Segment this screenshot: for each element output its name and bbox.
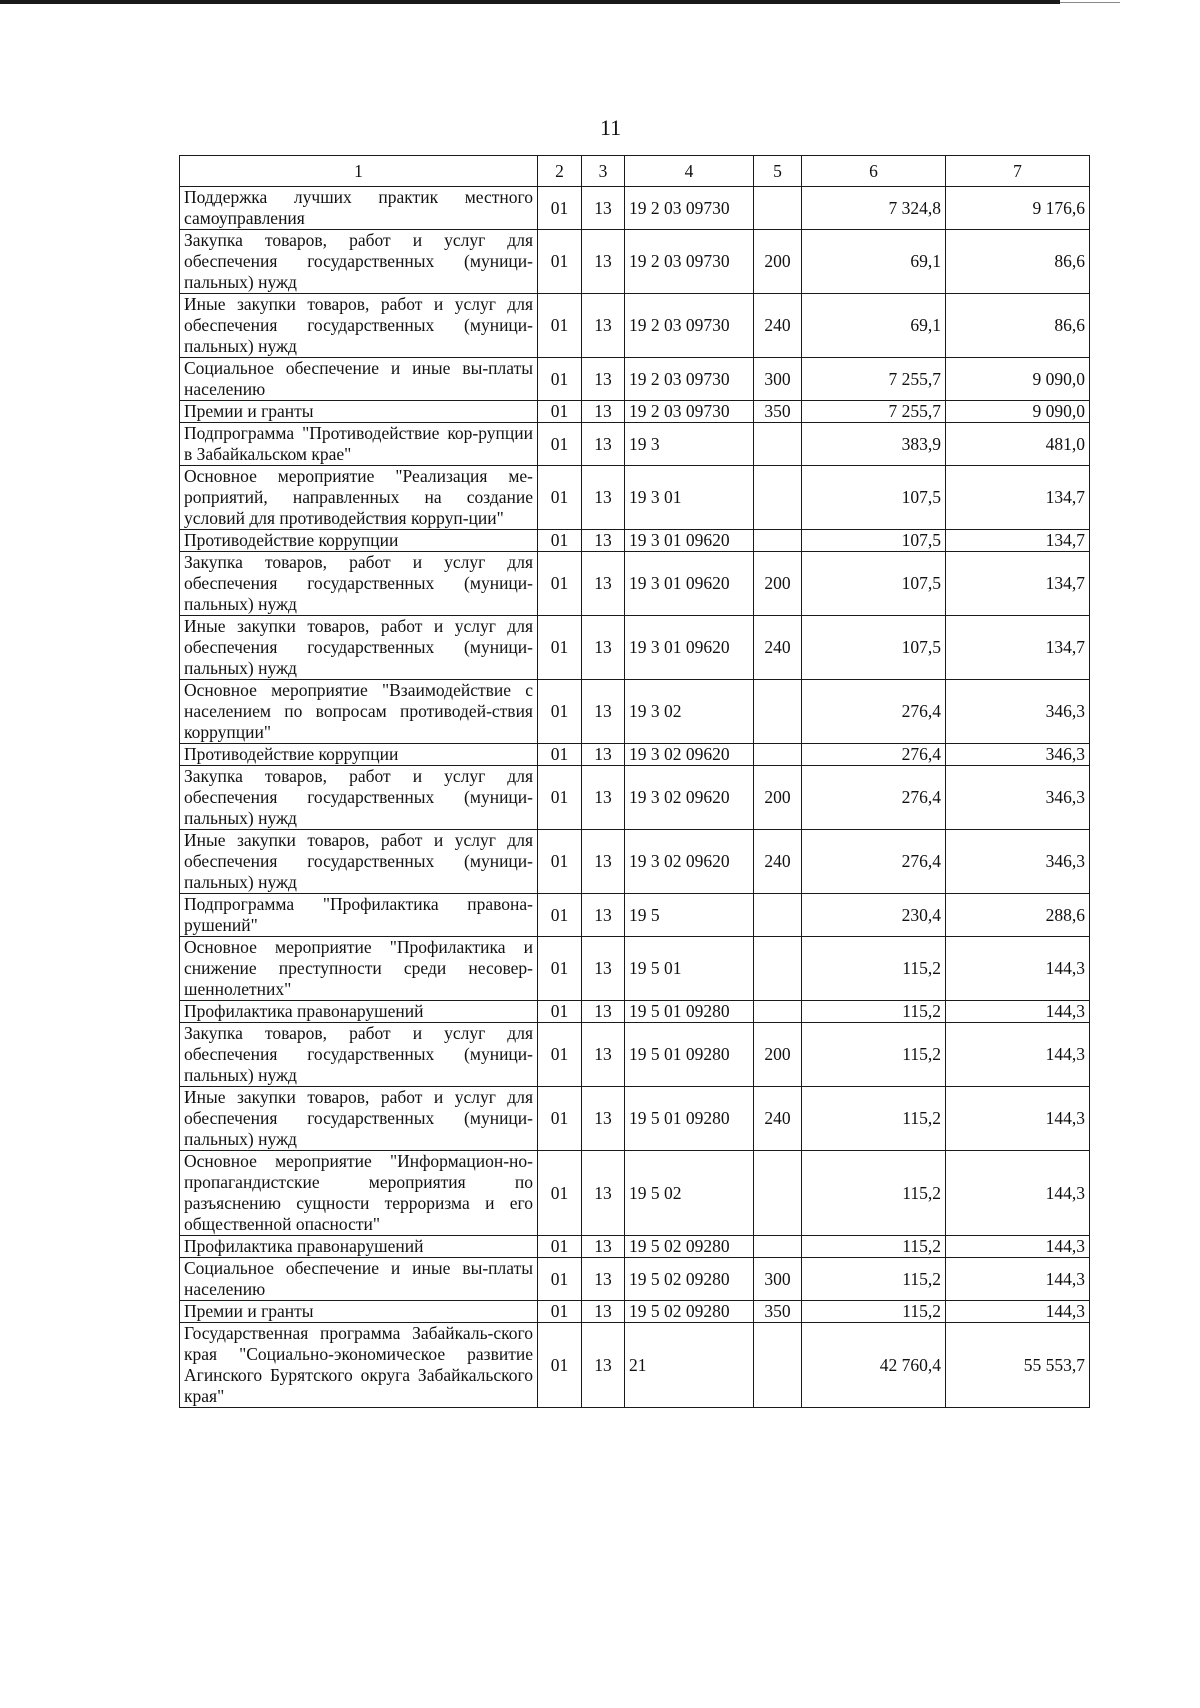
table-row xyxy=(180,552,1090,616)
table-row xyxy=(180,1001,1090,1023)
cell-name: Закупка товаров, работ и услуг для обеспечения государственных (муници-пальных) нужд xyxy=(180,1023,538,1087)
cell-subsection: 13 xyxy=(582,1323,625,1408)
cell-subsection: 13 xyxy=(582,1151,625,1236)
cell-amount-col7: 144,3 xyxy=(946,937,1090,1001)
col-header-2: 2 xyxy=(538,156,582,187)
cell-name: Поддержка лучших практик местного самоуправления xyxy=(180,187,538,230)
col-header-5: 5 xyxy=(754,156,802,187)
cell-name: Закупка товаров, работ и услуг для обеспечения государственных (муници-пальных) нужд xyxy=(180,766,538,830)
cell-amount-col6: 69,1 xyxy=(802,230,946,294)
cell-name: Подпрограмма "Профилактика правона-рушений" xyxy=(180,894,538,937)
cell-expense-type: 200 xyxy=(754,230,802,294)
cell-amount-col6: 115,2 xyxy=(802,1087,946,1151)
cell-subsection: 13 xyxy=(582,466,625,530)
cell-amount-col7: 346,3 xyxy=(946,744,1090,766)
cell-expense-type: 240 xyxy=(754,616,802,680)
cell-expense-type: 240 xyxy=(754,830,802,894)
cell-target-article: 19 3 01 09620 xyxy=(625,552,754,616)
table-header-row xyxy=(180,156,1090,187)
cell-expense-type xyxy=(754,937,802,1001)
cell-amount-col6: 276,4 xyxy=(802,830,946,894)
cell-target-article: 19 5 02 xyxy=(625,1151,754,1236)
cell-section: 01 xyxy=(538,230,582,294)
cell-expense-type xyxy=(754,744,802,766)
col-header-4: 4 xyxy=(625,156,754,187)
table-row xyxy=(180,616,1090,680)
cell-expense-type: 350 xyxy=(754,1301,802,1323)
cell-section: 01 xyxy=(538,401,582,423)
cell-subsection: 13 xyxy=(582,230,625,294)
cell-amount-col6: 69,1 xyxy=(802,294,946,358)
cell-section: 01 xyxy=(538,744,582,766)
cell-name: Премии и гранты xyxy=(180,1301,538,1323)
cell-subsection: 13 xyxy=(582,830,625,894)
cell-expense-type: 350 xyxy=(754,401,802,423)
table-row xyxy=(180,744,1090,766)
cell-name: Противодействие коррупции xyxy=(180,744,538,766)
cell-amount-col7: 86,6 xyxy=(946,230,1090,294)
scan-top-border xyxy=(0,0,1060,4)
cell-name: Закупка товаров, работ и услуг для обеспечения государственных (муници-пальных) нужд xyxy=(180,552,538,616)
cell-target-article: 21 xyxy=(625,1323,754,1408)
cell-target-article: 19 3 01 xyxy=(625,466,754,530)
page-number: 11 xyxy=(600,115,622,140)
cell-subsection: 13 xyxy=(582,1087,625,1151)
cell-amount-col7: 9 090,0 xyxy=(946,358,1090,401)
cell-amount-col7: 55 553,7 xyxy=(946,1323,1090,1408)
cell-section: 01 xyxy=(538,1301,582,1323)
cell-amount-col6: 7 255,7 xyxy=(802,401,946,423)
cell-section: 01 xyxy=(538,1087,582,1151)
cell-expense-type xyxy=(754,1001,802,1023)
cell-section: 01 xyxy=(538,937,582,1001)
cell-amount-col7: 144,3 xyxy=(946,1236,1090,1258)
cell-name: Социальное обеспечение и иные вы-платы населению xyxy=(180,1258,538,1301)
cell-expense-type: 200 xyxy=(754,766,802,830)
cell-amount-col7: 481,0 xyxy=(946,423,1090,466)
cell-name: Основное мероприятие "Информацион-но-пропагандистские мероприятия по разъяснению сущности терроризма и его общественной опасности" xyxy=(180,1151,538,1236)
cell-subsection: 13 xyxy=(582,401,625,423)
cell-target-article: 19 5 02 09280 xyxy=(625,1236,754,1258)
cell-amount-col7: 86,6 xyxy=(946,294,1090,358)
cell-expense-type xyxy=(754,530,802,552)
table-row xyxy=(180,401,1090,423)
cell-expense-type xyxy=(754,1236,802,1258)
cell-expense-type xyxy=(754,1151,802,1236)
cell-target-article: 19 3 01 09620 xyxy=(625,530,754,552)
cell-amount-col7: 144,3 xyxy=(946,1023,1090,1087)
table-row xyxy=(180,423,1090,466)
cell-amount-col6: 115,2 xyxy=(802,1301,946,1323)
cell-expense-type xyxy=(754,680,802,744)
cell-amount-col7: 9 090,0 xyxy=(946,401,1090,423)
cell-amount-col6: 107,5 xyxy=(802,466,946,530)
cell-name: Профилактика правонарушений xyxy=(180,1236,538,1258)
cell-expense-type xyxy=(754,187,802,230)
cell-target-article: 19 3 02 09620 xyxy=(625,830,754,894)
cell-subsection: 13 xyxy=(582,187,625,230)
cell-section: 01 xyxy=(538,766,582,830)
table-row xyxy=(180,294,1090,358)
cell-amount-col6: 115,2 xyxy=(802,1023,946,1087)
cell-amount-col6: 115,2 xyxy=(802,937,946,1001)
table-row xyxy=(180,680,1090,744)
cell-expense-type: 300 xyxy=(754,358,802,401)
cell-section: 01 xyxy=(538,1323,582,1408)
cell-amount-col7: 134,7 xyxy=(946,552,1090,616)
cell-amount-col6: 115,2 xyxy=(802,1258,946,1301)
table-row xyxy=(180,187,1090,230)
cell-target-article: 19 5 01 09280 xyxy=(625,1023,754,1087)
cell-amount-col6: 115,2 xyxy=(802,1151,946,1236)
table-row xyxy=(180,1323,1090,1408)
cell-subsection: 13 xyxy=(582,1236,625,1258)
cell-section: 01 xyxy=(538,830,582,894)
cell-amount-col7: 144,3 xyxy=(946,1151,1090,1236)
cell-subsection: 13 xyxy=(582,1023,625,1087)
cell-subsection: 13 xyxy=(582,530,625,552)
cell-amount-col7: 134,7 xyxy=(946,530,1090,552)
cell-target-article: 19 3 02 xyxy=(625,680,754,744)
cell-amount-col6: 7 255,7 xyxy=(802,358,946,401)
cell-target-article: 19 3 02 09620 xyxy=(625,766,754,830)
cell-name: Подпрограмма "Противодействие кор-рупции в Забайкальском крае" xyxy=(180,423,538,466)
cell-amount-col7: 134,7 xyxy=(946,616,1090,680)
cell-name: Основное мероприятие "Реализация ме-роприятий, направленных на создание условий для противодействия корруп-ции" xyxy=(180,466,538,530)
table-row xyxy=(180,1087,1090,1151)
cell-name: Иные закупки товаров, работ и услуг для обеспечения государственных (муници-пальных) нужд xyxy=(180,616,538,680)
cell-amount-col7: 144,3 xyxy=(946,1258,1090,1301)
cell-amount-col7: 134,7 xyxy=(946,466,1090,530)
cell-amount-col7: 346,3 xyxy=(946,680,1090,744)
cell-expense-type: 300 xyxy=(754,1258,802,1301)
cell-section: 01 xyxy=(538,358,582,401)
table-row xyxy=(180,1023,1090,1087)
table-row xyxy=(180,1236,1090,1258)
cell-subsection: 13 xyxy=(582,423,625,466)
cell-name: Иные закупки товаров, работ и услуг для обеспечения государственных (муници-пальных) нужд xyxy=(180,294,538,358)
cell-section: 01 xyxy=(538,894,582,937)
cell-name: Иные закупки товаров, работ и услуг для обеспечения государственных (муници-пальных) нужд xyxy=(180,830,538,894)
cell-name: Социальное обеспечение и иные вы-платы населению xyxy=(180,358,538,401)
cell-target-article: 19 5 01 xyxy=(625,937,754,1001)
cell-name: Основное мероприятие "Взаимодействие с населением по вопросам противодей-ствия коррупции" xyxy=(180,680,538,744)
table-row xyxy=(180,1151,1090,1236)
cell-amount-col6: 107,5 xyxy=(802,552,946,616)
cell-name: Государственная программа Забайкаль-ского края "Социально-экономическое развитие Агинского Бурятского округа Забайкальского края" xyxy=(180,1323,538,1408)
col-header-6: 6 xyxy=(802,156,946,187)
cell-section: 01 xyxy=(538,616,582,680)
cell-section: 01 xyxy=(538,552,582,616)
cell-target-article: 19 5 02 09280 xyxy=(625,1258,754,1301)
cell-section: 01 xyxy=(538,1001,582,1023)
cell-section: 01 xyxy=(538,1151,582,1236)
cell-subsection: 13 xyxy=(582,616,625,680)
cell-target-article: 19 2 03 09730 xyxy=(625,401,754,423)
cell-target-article: 19 3 xyxy=(625,423,754,466)
cell-amount-col6: 7 324,8 xyxy=(802,187,946,230)
cell-target-article: 19 5 02 09280 xyxy=(625,1301,754,1323)
cell-section: 01 xyxy=(538,1023,582,1087)
cell-section: 01 xyxy=(538,466,582,530)
cell-name: Профилактика правонарушений xyxy=(180,1001,538,1023)
cell-target-article: 19 2 03 09730 xyxy=(625,230,754,294)
cell-subsection: 13 xyxy=(582,744,625,766)
cell-amount-col7: 144,3 xyxy=(946,1087,1090,1151)
cell-amount-col6: 42 760,4 xyxy=(802,1323,946,1408)
cell-subsection: 13 xyxy=(582,1301,625,1323)
col-header-7: 7 xyxy=(946,156,1090,187)
cell-section: 01 xyxy=(538,294,582,358)
table-row xyxy=(180,937,1090,1001)
cell-amount-col6: 230,4 xyxy=(802,894,946,937)
cell-amount-col7: 144,3 xyxy=(946,1301,1090,1323)
cell-section: 01 xyxy=(538,1236,582,1258)
cell-amount-col6: 276,4 xyxy=(802,680,946,744)
cell-target-article: 19 2 03 09730 xyxy=(625,294,754,358)
table-row xyxy=(180,1301,1090,1323)
cell-expense-type: 240 xyxy=(754,294,802,358)
cell-expense-type xyxy=(754,423,802,466)
table-row xyxy=(180,766,1090,830)
cell-subsection: 13 xyxy=(582,766,625,830)
cell-subsection: 13 xyxy=(582,552,625,616)
cell-amount-col6: 115,2 xyxy=(802,1001,946,1023)
cell-subsection: 13 xyxy=(582,894,625,937)
cell-amount-col7: 288,6 xyxy=(946,894,1090,937)
cell-amount-col7: 144,3 xyxy=(946,1001,1090,1023)
cell-subsection: 13 xyxy=(582,680,625,744)
cell-section: 01 xyxy=(538,680,582,744)
cell-section: 01 xyxy=(538,530,582,552)
cell-target-article: 19 5 01 09280 xyxy=(625,1087,754,1151)
cell-amount-col6: 115,2 xyxy=(802,1236,946,1258)
cell-name: Премии и гранты xyxy=(180,401,538,423)
cell-amount-col7: 9 176,6 xyxy=(946,187,1090,230)
cell-name: Основное мероприятие "Профилактика и снижение преступности среди несовер-шеннолетних" xyxy=(180,937,538,1001)
cell-subsection: 13 xyxy=(582,1258,625,1301)
scan-top-border-faint xyxy=(1060,2,1120,3)
cell-subsection: 13 xyxy=(582,1001,625,1023)
table-row xyxy=(180,830,1090,894)
table-row xyxy=(180,230,1090,294)
cell-amount-col6: 107,5 xyxy=(802,530,946,552)
cell-section: 01 xyxy=(538,1258,582,1301)
col-header-3: 3 xyxy=(582,156,625,187)
cell-name: Противодействие коррупции xyxy=(180,530,538,552)
cell-expense-type xyxy=(754,466,802,530)
cell-target-article: 19 3 02 09620 xyxy=(625,744,754,766)
table-row xyxy=(180,466,1090,530)
cell-amount-col6: 276,4 xyxy=(802,744,946,766)
cell-target-article: 19 2 03 09730 xyxy=(625,358,754,401)
cell-amount-col7: 346,3 xyxy=(946,766,1090,830)
cell-subsection: 13 xyxy=(582,937,625,1001)
cell-expense-type: 200 xyxy=(754,552,802,616)
cell-expense-type: 200 xyxy=(754,1023,802,1087)
cell-target-article: 19 5 xyxy=(625,894,754,937)
table-row xyxy=(180,1258,1090,1301)
table-row xyxy=(180,530,1090,552)
cell-target-article: 19 2 03 09730 xyxy=(625,187,754,230)
cell-subsection: 13 xyxy=(582,358,625,401)
cell-amount-col6: 276,4 xyxy=(802,766,946,830)
col-header-1: 1 xyxy=(180,156,538,187)
cell-section: 01 xyxy=(538,187,582,230)
cell-target-article: 19 5 01 09280 xyxy=(625,1001,754,1023)
cell-expense-type: 240 xyxy=(754,1087,802,1151)
table-row xyxy=(180,358,1090,401)
cell-name: Иные закупки товаров, работ и услуг для обеспечения государственных (муници-пальных) нужд xyxy=(180,1087,538,1151)
cell-subsection: 13 xyxy=(582,294,625,358)
cell-target-article: 19 3 01 09620 xyxy=(625,616,754,680)
table-row xyxy=(180,894,1090,937)
budget-table xyxy=(179,155,1090,1408)
cell-amount-col6: 107,5 xyxy=(802,616,946,680)
cell-section: 01 xyxy=(538,423,582,466)
cell-expense-type xyxy=(754,1323,802,1408)
cell-name: Закупка товаров, работ и услуг для обеспечения государственных (муници-пальных) нужд xyxy=(180,230,538,294)
table-body xyxy=(180,187,1090,1408)
cell-amount-col7: 346,3 xyxy=(946,830,1090,894)
cell-amount-col6: 383,9 xyxy=(802,423,946,466)
cell-expense-type xyxy=(754,894,802,937)
